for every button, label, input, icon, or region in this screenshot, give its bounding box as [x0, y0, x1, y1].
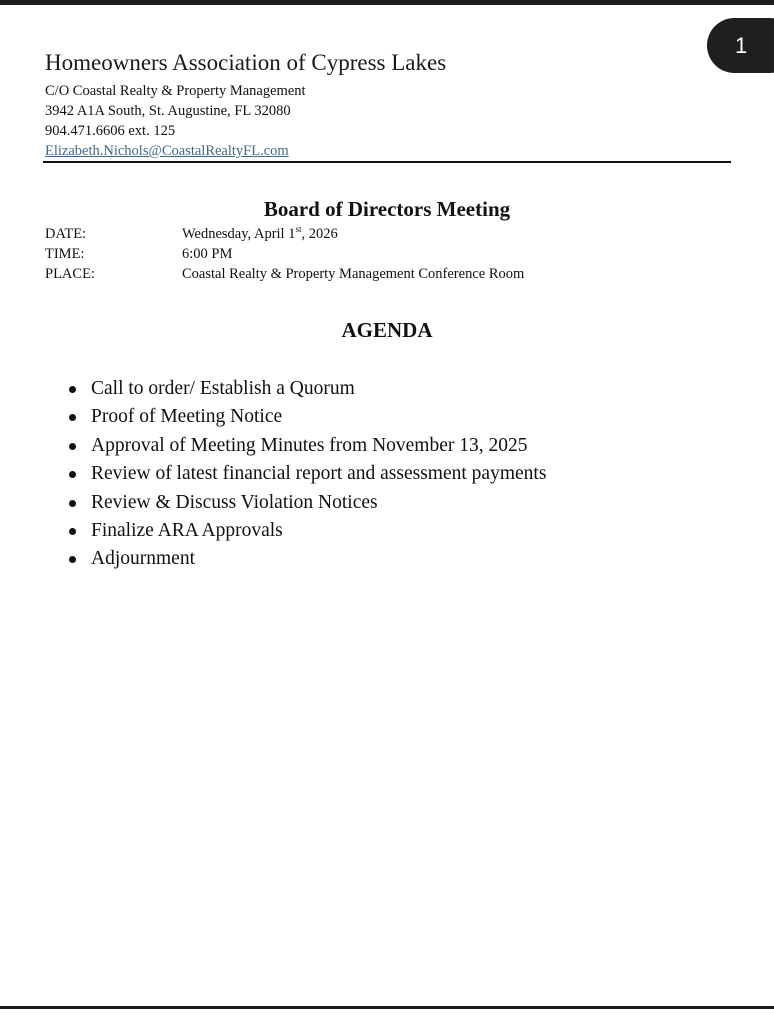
date-row [45, 224, 731, 244]
time-label: TIME: [45, 246, 85, 262]
agenda-list [91, 375, 546, 574]
date-value [182, 224, 338, 244]
meeting-details [45, 224, 731, 284]
meeting-title-text: Board of Directors Meeting [263, 197, 511, 221]
agenda-item-text: Finalize ARA Approvals [91, 520, 283, 542]
agenda-item-text: Review & Discuss Violation Notices [91, 491, 378, 513]
place-label: PLACE: [45, 266, 95, 282]
meeting-title [0, 195, 774, 223]
page-number: 1 [735, 33, 748, 58]
time-value: 6:00 PM [182, 246, 233, 262]
bullet-icon [69, 443, 76, 450]
agenda-item [91, 375, 546, 403]
agenda-item-text: Call to order/ Establish a Quorum [91, 378, 355, 399]
agenda-item [91, 403, 546, 431]
agenda-item [91, 432, 546, 460]
agenda-item [91, 517, 546, 545]
agenda-item [91, 460, 546, 488]
date-prefix: Wednesday, April 1 [182, 226, 296, 242]
place-row [45, 264, 731, 284]
agenda-item [91, 489, 546, 517]
time-row [45, 244, 731, 264]
date-year: , 2026 [301, 226, 338, 242]
agenda-item-text: Approval of Meeting Minutes from November 13, 2025 [91, 434, 528, 456]
care-of-line: C/O Coastal Realty & Property Management [45, 83, 306, 99]
agenda-item-text: Adjournment [91, 548, 195, 570]
agenda-item-text: Review of latest financial report and assessment payments [91, 463, 547, 485]
agenda-item [91, 545, 546, 573]
letterhead [45, 48, 731, 161]
bullet-icon [69, 414, 76, 421]
letterhead-divider [43, 161, 731, 163]
date-ordinal-suffix: st [295, 224, 302, 235]
bullet-icon [69, 556, 76, 563]
bullet-icon [69, 471, 76, 478]
agenda-item-text: Proof of Meeting Notice [91, 406, 283, 428]
email-link[interactable]: Elizabeth.Nichols@CoastalRealtyFL.com [45, 143, 289, 159]
bottom-edge-bar [0, 1006, 774, 1009]
top-edge-bar [0, 0, 774, 5]
date-label: DATE: [45, 226, 87, 242]
organization-name: Homeowners Association of Cypress Lakes [45, 50, 447, 75]
address-line: 3942 A1A South, St. Augustine, FL 32080 [45, 103, 291, 119]
bullet-icon [69, 528, 76, 535]
agenda-title: AGENDA [341, 318, 433, 342]
phone-line: 904.471.6606 ext. 125 [45, 123, 176, 139]
place-value: Coastal Realty & Property Management Conference Room [182, 266, 525, 282]
bullet-icon [69, 500, 76, 507]
bullet-icon [69, 386, 76, 393]
